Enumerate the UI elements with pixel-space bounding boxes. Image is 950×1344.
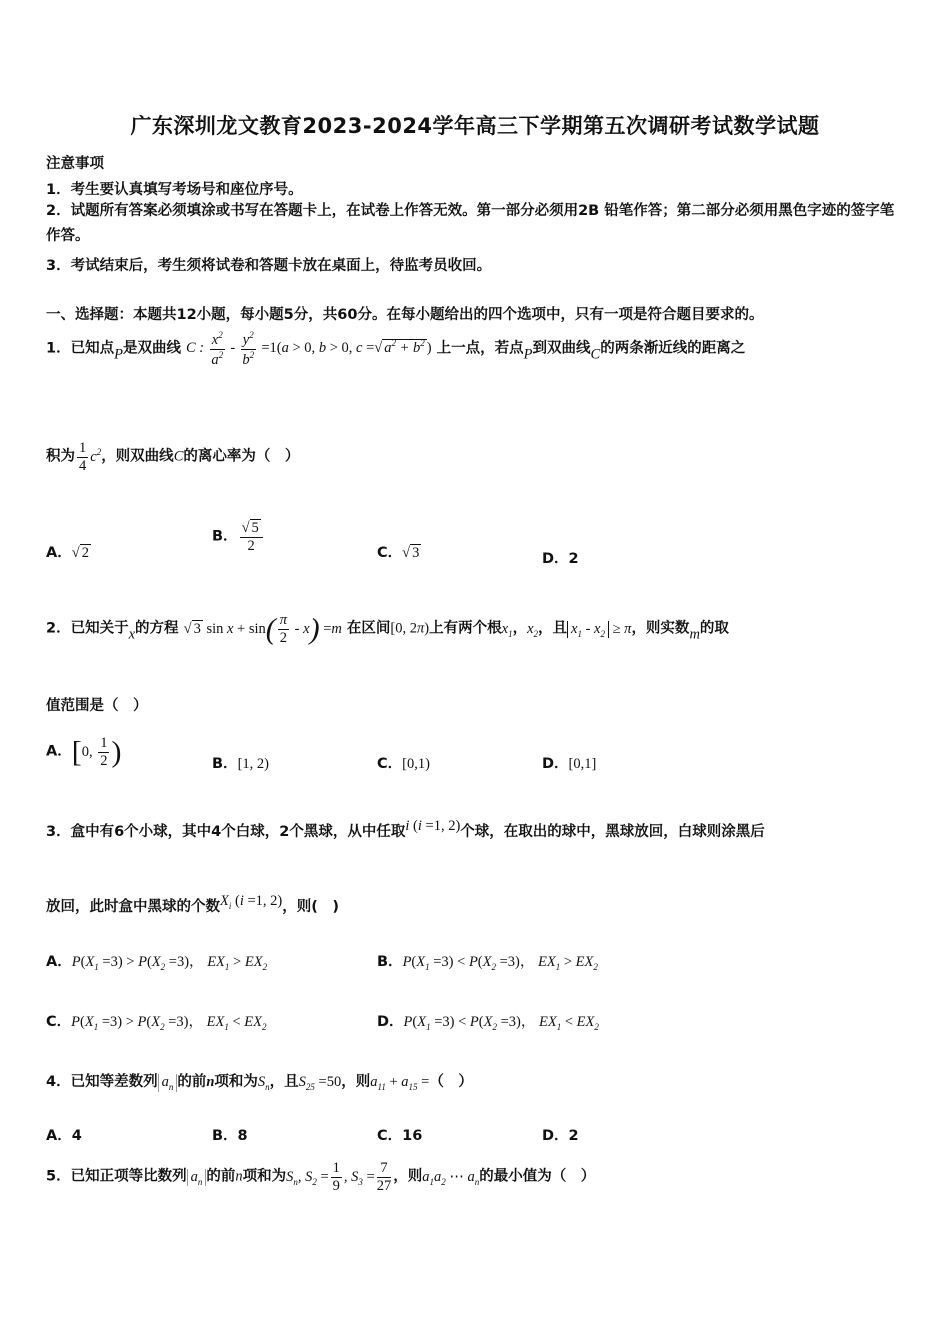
notice-item: 1．考生要认真填写考场号和座位序号。 bbox=[46, 182, 303, 198]
question-3-line-1: 3．盒中有6个小球，其中4个白球，2个黑球，从中任取i (i =1, 2)个球，在取出的球中，黑球放回，白球则涂黑后 bbox=[46, 818, 765, 840]
q2-option-b[interactable]: B．[1, 2) bbox=[212, 756, 269, 772]
q4-option-c[interactable]: C．16 bbox=[377, 1128, 423, 1144]
question-2-line-2: 值范围是（ ） bbox=[46, 698, 148, 714]
question-1-line-1: 1．已知点P是双曲线 C : $\frac{x^2}{a^2}$ - $\frac{y^2}{b^2}$ =1(a > 0, b > 0, c =√ $a^2 + b^2$ ) 上一点，若点P到双曲线C的两条渐近线的距离之 bbox=[46, 330, 746, 368]
page-title: 广东深圳龙文教育2023-2024学年高三下学期第五次调研考试数学试题 bbox=[130, 114, 820, 138]
q3-option-d[interactable]: D．$P(X_1 =3) < P(X_2 =3)$， $EX_1 < EX_2$ bbox=[377, 1014, 599, 1032]
notice-item: 3．考试结束后，考生须将试卷和答题卡放在桌面上，待监考员收回。 bbox=[46, 258, 492, 274]
q4-option-a[interactable]: A．4 bbox=[46, 1128, 82, 1144]
trig-equation: √ 3 sin x + sin( $\frac{\pi}{2}$ - x) =m bbox=[183, 612, 342, 646]
q4-option-d[interactable]: D．2 bbox=[542, 1128, 579, 1144]
q1-option-d[interactable]: D．2 bbox=[542, 551, 579, 567]
q3-option-b[interactable]: B．$P(X_1 =3) < P(X_2 =3)$， $EX_1 > EX_2$ bbox=[377, 954, 598, 972]
question-5-line: 5．已知正项等比数列 $a_n$ 的前n项和为$S_n$, $S_2$ = $\frac{1}{9}$ , $S_3$ = $\frac{7}{27}$ ，则$a_1a_2$ ⋯ $a_n$的最小值为（ ） bbox=[46, 1160, 596, 1194]
q4-option-b[interactable]: B．8 bbox=[212, 1128, 248, 1144]
q1-option-c[interactable]: C．√ 3 bbox=[377, 545, 420, 561]
q3-option-c[interactable]: C．$P(X_1 =3) > P(X_2 =3)$， $EX_1 < EX_2$ bbox=[46, 1014, 267, 1032]
hyperbola-equation: C : $\frac{x^2}{a^2}$ - $\frac{y^2}{b^2}$ =1(a > 0, b > 0, c =√ $a^2 + b^2$ ) bbox=[186, 330, 432, 368]
question-2-line-1: 2．已知关于x的方程 √ 3 sin x + sin( $\frac{\pi}{2}$ - x) =m 在区间[0, 2π)上有两个根$x_1$，$x_2$，且 $x_1 - x_2 \ge \pi$，则实数m的取 bbox=[46, 612, 729, 646]
notice-item: 2．试题所有答案必须填涂或书写在答题卡上，在试卷上作答无效。第一部分必须用2B 铅笔作答；第二部分必须用黑色字迹的签字笔作答。 bbox=[46, 203, 895, 244]
question-4-line: 4．已知等差数列 $a_n$ 的前n项和为$S_n$，且$S_{25} =50$，则$a_{11} + a_{15}$ =（ ） bbox=[46, 1074, 473, 1092]
q2-option-a[interactable]: A．[0, $\frac{1}{2}$ ) bbox=[46, 735, 122, 769]
q1-option-a[interactable]: A．√ 2 bbox=[46, 545, 89, 561]
q2-option-d[interactable]: D．[0,1] bbox=[542, 756, 597, 772]
question-1-line-2: 积为 $\frac{1}{4}$ $c^2$，则双曲线C的离心率为（ ） bbox=[46, 440, 300, 474]
section-heading: 一、选择题：本题共12小题，每小题5分，共60分。在每小题给出的四个选项中，只有一项是符合题目要求的。 bbox=[46, 307, 764, 323]
q3-option-a[interactable]: A．$P(X_1 =3) > P(X_2 =3)$， $EX_1 > EX_2$ bbox=[46, 954, 268, 972]
question-3-line-2: 放回，此时盒中黑球的个数$X_i$ (i =1, 2)，则( ) bbox=[46, 893, 340, 915]
q1-option-b[interactable]: B． $\frac{√ 5}{2}$ bbox=[212, 520, 265, 554]
q2-option-c[interactable]: C．[0,1) bbox=[377, 756, 430, 772]
notice-heading: 注意事项 bbox=[46, 156, 104, 172]
